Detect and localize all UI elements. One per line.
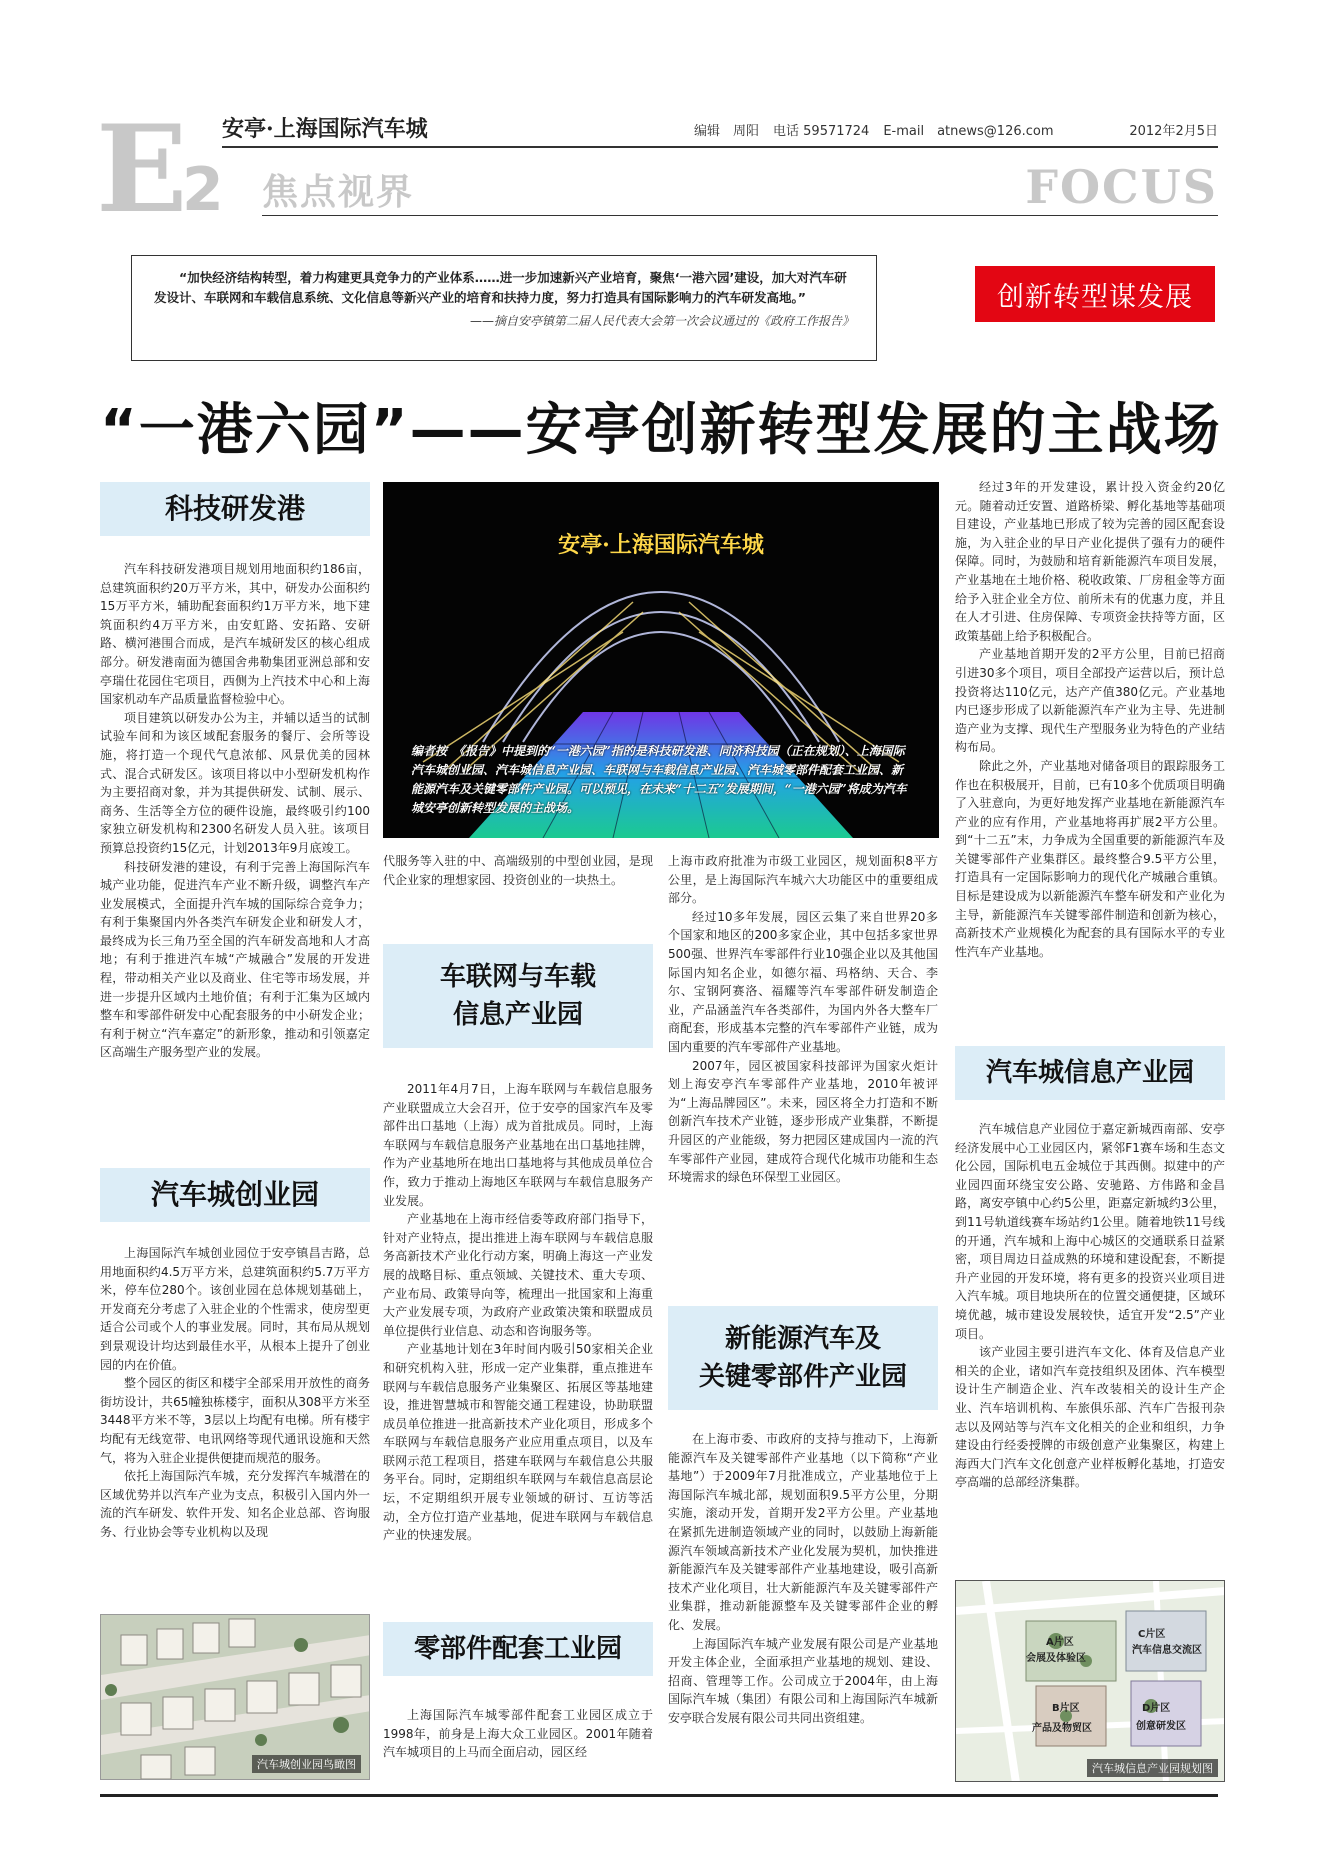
paragraph: 汽车科技研发港项目规划用地面积约186亩，总建筑面积约20万平方米，其中，研发办公面积约15万平方米，辅助配套面积约1万平方米，地下建筑面积约4万平方米，由安虹路、安拓路、安研路、横河港围合而成，是汽车城研发区的核心组成部分。研发港南面为德国舍弗勒集团亚洲总部和安亭瑞仕花园住宅项目，西侧为上汽技术中心和上海国家机动车产品质量监督检验中心。 — [100, 562, 370, 707]
paragraph: 上海国际汽车城创业园位于安亭镇昌吉路，总用地面积约4.5万平方米，总建筑面积约5.7万平方米，停车位280个。该创业园在总体规划基础上，开发商充分考虑了入驻企业的个性需求，使房型更适合公司或个人的事业发展。同时，其布局从规划到景观设计均达到最佳水平，从根本上提升了创业园的内在价值。 — [100, 1246, 370, 1372]
section-header-line: 新能源汽车及 — [724, 1324, 881, 1354]
quote-source: ——摘自安亭镇第二届人民代表大会第一次会议通过的《政府工作报告》 — [469, 314, 854, 328]
section-header-new-energy — [668, 1306, 938, 1410]
masthead-rule — [222, 146, 1218, 148]
paragraph: 上海国际汽车城产业发展有限公司是产业基地开发主体企业，全面承担产业基地的规划、建设、招商、管理等工作。公司成立于2004年，由上海国际汽车城（集团）有限公司和上海国际汽车城新安亭联合发展有限公司共同出资组建。 — [668, 1636, 938, 1725]
paragraph: 产业基地在上海市经信委等政府部门指导下，针对产业特点，提出推进上海车联网与车载信息服务高新技术产业化行动方案，明确上海这一产业发展的战略目标、重点领域、关键技术、重大专项、产业布局、政策导向等，梳理出一批国家和上海重大产业发展专项，为政府产业政策决策和联盟成员单位提供行业信息、动态和咨询服务等。 — [383, 1212, 653, 1338]
section-header-line: 车联网与车载 — [439, 962, 596, 992]
zone-c-desc: 汽车信息交流区 — [1132, 1645, 1202, 1656]
paragraph: 该产业园主要引进汽车文化、体育及信息产业相关的企业，诸如汽车竞技组织及团体、汽车模型设计生产制造企业、汽车改装相关的设计生产企业、汽车培训机构、车旅俱乐部、汽车广告报刊杂志以及网站等与汽车文化相关的企业和组织，力争建设由行经委授牌的市级创意产业集聚区，构建上海西大门汽车文化创意产业样板孵化基地，打造安亭高端的总部经济集群。 — [955, 1345, 1225, 1490]
photo-caption: 编者按 《报告》中提到的“一港六园”指的是科技研发港、同济科技园（正在规划）、上海国际汽车城创业园、汽车城信息产业园、车联网与车载信息产业园、汽车城零部件配套工业园、新能源汽车及关键零部件产业园。可以预见，在未来“十二五”发展期间，“一港六园”将成为汽车城安亭创新转型发展的主战场。 — [411, 744, 907, 815]
paragraph: 整个园区的街区和楼宇全部采用开放性的商务街坊设计，共65幢独栋楼宇，面积从308平方米至3448平方米不等，3层以上均配有电梯。所有楼宇均配有无线宽带、电讯网络等现代通讯设施和天然气，将为入驻企业提供便捷而规范的服务。 — [100, 1376, 370, 1465]
info-park-plan-map — [955, 1580, 1225, 1782]
paragraph: 科技研发港的建设，有利于完善上海国际汽车城产业功能，促进汽车产业不断升级，调整汽车产业发展模式，全面提升汽车城的国际综合竞争力；有利于集聚国内外各类汽车研发企业和研发人才，最终成为长三角乃至全国的汽车研发高地和人才高地；有利于推进汽车城“产城融合”发展的开发进程，带动相关产业以及商业、住宅等市场发展，并进一步提升区域内土地价值；有利于汇集为区域内整车和零部件研发中心配套服务的中小研发企业；有利于树立“汽车嘉定”的新形象，推动和引领嘉定区高端生产服务型产业的发展。 — [100, 859, 370, 1060]
newspaper-brand: 安亭·上海国际汽车城 — [222, 116, 428, 142]
focus-label: FOCUS — [1025, 160, 1218, 214]
zone-a-label: A片区 — [1046, 1637, 1074, 1648]
paragraph: 项目建筑以研发办公为主，并辅以适当的试制试验车间和为该区域配套服务的餐厅、会所等设施，将打造一个现代气息浓郁、风景优美的园林式、混合式研发区。该项目将以中小型研发机构作为主要招商对象，并为其提供研发、试制、展示、商务、生活等全方位的硬件设施，最终吸引约100家独立研发机构和2300名研发人员入驻。该项目预算总投资约15亿元，计划2013年9月底竣工。 — [100, 710, 370, 855]
column-3-text — [668, 852, 938, 1312]
section-rule — [262, 215, 1218, 216]
section-header-tech-port: 科技研发港 — [100, 482, 370, 536]
paragraph: 经过3年的开发建设，累计投入资金约20亿元。随着动迁安置、道路桥梁、孵化基地等基础项目建设，产业基地已形成了较为完善的园区配套设施，为入驻企业的早日产业化提供了强有力的硬件保障。同时，为鼓励和培育新能源汽车项目发展，产业基地在土地价格、税收政策、厂房租金等方面给予入驻企业全方位、前所未有的优惠力度，并且在人才引进、住房保障、专项资金扶持等方面，区政策基础上给予积极配合。 — [955, 480, 1225, 643]
column-1-text — [100, 560, 370, 1155]
plan-caption: 汽车城信息产业园规划图 — [1087, 1759, 1218, 1777]
section-header-parts-park: 零部件配套工业园 — [383, 1622, 653, 1676]
paragraph: 依托上海国际汽车城，充分发挥汽车城潜在的区域优势并以汽车产业为支点，积极引入国内外一流的汽车研发、软件开发、知名企业总部、咨询服务、行业协会等专业机构以及现 — [100, 1469, 370, 1539]
night-arch-photo — [383, 482, 939, 838]
zone-b-desc: 产品及物贸区 — [1032, 1723, 1092, 1734]
issue-date: 2012年2月5日 — [1129, 124, 1218, 139]
zone-c-label: C片区 — [1138, 1629, 1166, 1640]
column-1-text-lower — [100, 1244, 370, 1598]
paragraph: 产业基地首期开发的2平方公里，目前已招商引进30多个项目，项目全部投产运营以后，预计总投资将达110亿元，达产产值380亿元。产业基地内已逐步形成了以新能源汽车产业为主导、先进制造产业为支撑、现代生产型服务业为特色的产业结构布局。 — [955, 647, 1225, 755]
section-header-info-park: 汽车城信息产业园 — [955, 1046, 1225, 1100]
column-2-text-top — [383, 852, 653, 912]
paragraph: 汽车城信息产业园位于嘉定新城西南部、安亭经济发展中心工业园区内，紧邻F1赛车场和生态文化公园，国际机电五金城位于其西侧。拟建中的产业园四面环绕宝安公路、安驰路、方伟路和金昌路，离安亭镇中心约5公里，距嘉定新城约3公里，到11号轨道线赛车场站约1公里。随着地铁11号线的开通，汽车城和上海中心城区的交通联系日益紧密，项目周边日益成熟的环境和建设配套，不断提升产业园的开发环境，将有更多的投资兴业项目进入汽车城。项目地块所在的位置交通便捷，区域环境优越，城市建设发展较快，适宜开发“2.5”产业项目。 — [955, 1122, 1225, 1341]
column-4-text-lower — [955, 1120, 1225, 1560]
zone-a-desc: 会展及体验区 — [1026, 1653, 1086, 1664]
column-2-text-bottom — [383, 1706, 653, 1782]
topic-badge: 创新转型谋发展 — [975, 266, 1215, 322]
paragraph: 上海国际汽车城零部件配套工业园区成立于1998年，前身是上海大众工业园区。2001年随着汽车城项目的上马而全面启动，园区经 — [383, 1708, 653, 1760]
column-2-text — [383, 1080, 653, 1600]
section-header-startup-park: 汽车城创业园 — [100, 1168, 370, 1222]
plan-illustration — [956, 1581, 1225, 1782]
quote-text: “加快经济结构转型，着力构建更具竞争力的产业体系……进一步加速新兴产业培育，聚焦‘一港六园’建设，加大对汽车研发设计、车联网和车载信息系统、文化信息等新兴产业的培育和扶持力度，努力打造具有国际影响力的汽车研发高地。” — [154, 270, 847, 305]
masthead-meta — [694, 120, 1218, 139]
page-number: 2 — [182, 155, 224, 225]
paragraph: 经过10多年发展，园区云集了来自世界20多个国家和地区的200多家企业，其中包括多家世界500强、世界汽车零部件行业10强企业以及其他国际国内知名企业，如德尔福、玛格纳、天合、李尔、宝钢阿赛洛、福耀等汽车零部件研发制造企业，产品涵盖汽车各类部件，为国内外各大整车厂商配套，形成基本完整的汽车零部件产业链，成为国内重要的汽车零部件产业基地。 — [668, 909, 938, 1054]
section-header-line: 关键零部件产业园 — [698, 1362, 907, 1392]
arch-sign-text: 安亭·上海国际汽车城 — [558, 532, 764, 558]
zone-d-label: D片区 — [1142, 1703, 1171, 1714]
aerial-photo — [100, 1614, 370, 1780]
aerial-caption: 汽车城创业园鸟瞰图 — [252, 1755, 361, 1773]
column-4-text — [955, 478, 1225, 1038]
paragraph: 代服务等入驻的中、高端级别的中型创业园，是现代企业家的理想家园、投资创业的一块热土。 — [383, 854, 653, 887]
paragraph: 除此之外，产业基地对储备项目的跟踪服务工作也在积极展开，目前，已有10多个优质项目明确了入驻意向，为更好地发挥产业基地在新能源汽车产业的应有作用，产业基地将再扩展2平方公里。到“十二五”末，力争成为全国重要的新能源汽车及关键零部件产业集群区。最终整合9.5平方公里，打造具有一定国际影响力的现代化产城融合重镇。目标是建设成为以新能源汽车整车研发和产业化为主导，新能源汽车关键零部件制造和创新为核心，高新技术产业规模化为配套的具有国际水平的专业性汽车产业基地。 — [955, 758, 1225, 959]
page-letter: E — [96, 99, 188, 240]
paragraph: 2007年，园区被国家科技部评为国家火炬计划上海安亭汽车零部件产业基地，2010年被评为“上海品牌园区”。未来，园区将全力打造和不断创新汽车技术产业链，逐步形成产业集群，不断提升园区的产业能级，努力把园区建成国内一流的汽车零部件产业园，建成符合现代化城市功能和生态环境需求的绿色环保型工业园区。 — [668, 1058, 938, 1185]
column-3-text-lower — [668, 1430, 938, 1782]
zone-d-desc: 创意研发区 — [1136, 1721, 1186, 1732]
zone-b-label: B片区 — [1052, 1703, 1080, 1714]
paragraph: 上海市政府批准为市级工业园区，规划面积8平方公里，是上海国际汽车城六大功能区中的重要组成部分。 — [668, 854, 938, 906]
section-header-connected-car — [383, 944, 653, 1048]
section-name: 焦点视界 — [262, 171, 415, 213]
paragraph: 2011年4月7日，上海车联网与车载信息服务产业联盟成立大会召开，位于安亭的国家汽车及零部件出口基地（上海）成为首批成员。同时，上海车联网与车载信息服务产业基地在出口基地挂牌，作为产业基地所在地出口基地将与其他成员单位合作，致力于推动上海地区车联网与车载信息服务产业发展。 — [383, 1082, 653, 1208]
page-headline: “一港六园”——安亭创新转型发展的主战场 — [100, 398, 1222, 463]
section-header-line: 信息产业园 — [452, 1000, 583, 1030]
editor: 编辑 周阳 — [694, 124, 760, 139]
paragraph: 在上海市委、市政府的支持与推动下，上海新能源汽车及关键零部件产业基地（以下简称“产业基地”）于2009年7月批准成立，产业基地位于上海国际汽车城北部，规划面积9.5平方公里，分期实施，滚动开发，首期开发2平方公里。产业基地在紧抓先进制造领域产业的同时，以鼓励上海新能源汽车领域高新技术产业化发展为契机，加快推进新能源汽车及关键零部件产业基地建设，吸引高新技术产业化项目，壮大新能源汽车及关键零部件产业集群，推动新能源整车及关键零部件企业的孵化、发展。 — [668, 1432, 938, 1632]
phone: 电话 59571724 — [773, 124, 870, 139]
quote-box — [131, 255, 877, 361]
paragraph: 产业基地计划在3年时间内吸引50家相关企业和研究机构入驻，形成一定产业集群，重点推进车联网与车载信息服务产业集聚区、拓展区等基地建设，推进智慧城市和智能交通工程建设，协助联盟成员单位推进一批高新技术产业化项目，形成多个车联网与车载信息服务产业应用重点项目，以及车联网示范工程项目，搭建车联网与车载信息公共服务平台。同时，定期组织车联网与车载信息高层论坛，不定期组织开展专业领域的研讨、互访等活动，全方位打造产业基地，促进车联网与车载信息产业的快速发展。 — [383, 1342, 653, 1543]
bottom-rule — [100, 1794, 1218, 1797]
email-link[interactable]: E-mail atnews@126.com — [883, 124, 1054, 139]
